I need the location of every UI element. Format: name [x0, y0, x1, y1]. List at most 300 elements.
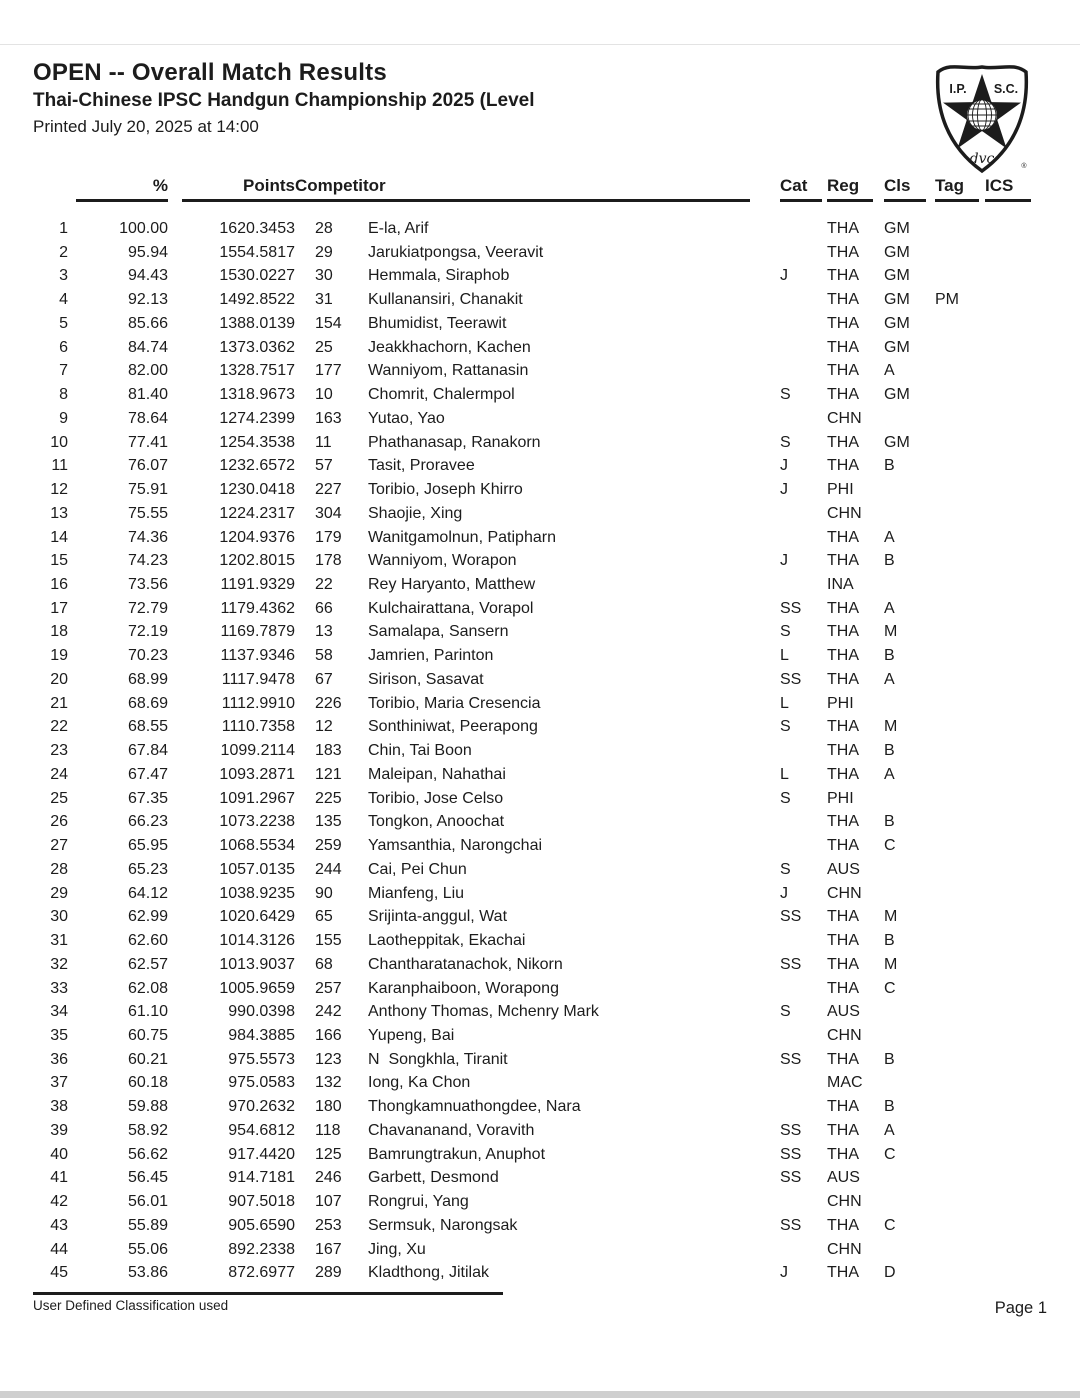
percent-cell: 76.07 [127, 457, 168, 475]
result-row [33, 1024, 1047, 1048]
competitor-name-cell: Iong, Ka Chon [368, 1074, 471, 1092]
tag-cell [935, 882, 985, 906]
tag-cell [935, 739, 985, 763]
region-cell: THA [827, 243, 859, 261]
category-cell: SS [780, 908, 802, 926]
rank-cell: 27 [50, 837, 68, 855]
col-header-ics: ICS [985, 176, 1047, 202]
category-cell: S [780, 623, 791, 641]
points-cell: 1013.9037 [219, 955, 295, 973]
category-cell [780, 336, 827, 360]
ics-cell [985, 573, 1047, 597]
tag-cell [935, 787, 985, 811]
competitor-number-cell: 121 [315, 765, 342, 783]
points-cell: 1005.9659 [219, 979, 295, 997]
competitor-number-cell: 242 [315, 1003, 342, 1021]
competitor-number-cell: 180 [315, 1098, 342, 1116]
competitor-name-cell: Bamrungtrakun, Anuphot [368, 1145, 546, 1163]
result-row [33, 1048, 1047, 1072]
competitor-number-cell: 67 [315, 670, 333, 688]
class-cell: GM [884, 314, 910, 332]
results-body [33, 202, 1047, 1285]
class-cell: D [884, 1264, 896, 1282]
category-cell [780, 217, 827, 241]
ics-cell [985, 502, 1047, 526]
class-cell: GM [884, 220, 910, 237]
result-row [33, 1071, 1047, 1095]
region-cell: THA [827, 599, 859, 617]
points-cell: 1492.8522 [219, 291, 295, 309]
category-cell [780, 1024, 827, 1048]
points-cell: 1137.9346 [220, 647, 295, 665]
tag-cell [935, 1143, 985, 1167]
points-cell: 1073.2238 [219, 813, 295, 831]
competitor-number-cell: 132 [315, 1074, 342, 1092]
tag-cell [935, 1024, 985, 1048]
percent-cell: 100.00 [119, 220, 168, 237]
competitor-name-cell: Sermsuk, Narongsak [368, 1216, 518, 1234]
tag-cell: PM [935, 291, 959, 309]
rank-cell: 19 [50, 647, 68, 665]
tag-cell [935, 1048, 985, 1072]
competitor-name-cell: Hemmala, Siraphob [368, 267, 510, 285]
points-cell: 1388.0139 [219, 314, 295, 332]
tag-cell [935, 241, 985, 265]
result-row [33, 1214, 1047, 1238]
rank-cell: 32 [50, 955, 68, 973]
points-cell: 975.5573 [228, 1050, 295, 1068]
rank-cell: 34 [50, 1003, 68, 1021]
result-row [33, 597, 1047, 621]
rank-cell: 39 [50, 1121, 68, 1139]
region-cell: THA [827, 1050, 859, 1068]
region-cell: THA [827, 291, 859, 309]
ics-cell [985, 715, 1047, 739]
class-cell: M [884, 623, 898, 641]
class-cell: A [884, 528, 895, 546]
competitor-name-cell: Sonthiniwat, Peerapong [368, 718, 538, 736]
percent-cell: 58.92 [127, 1121, 168, 1139]
points-cell: 970.2632 [228, 1098, 295, 1116]
category-cell [780, 359, 827, 383]
result-row [33, 1095, 1047, 1119]
class-cell: B [884, 647, 895, 665]
rank-cell: 10 [50, 433, 68, 451]
result-row [33, 739, 1047, 763]
ics-cell [985, 549, 1047, 573]
tag-cell [935, 502, 985, 526]
rank-cell: 13 [50, 504, 68, 522]
competitor-number-cell: 13 [315, 623, 333, 641]
region-cell: THA [827, 552, 859, 570]
category-cell: L [780, 694, 789, 712]
class-cell [884, 1190, 935, 1214]
percent-cell: 62.57 [127, 955, 168, 973]
tag-cell [935, 1238, 985, 1262]
logo-sc-text: S.C. [993, 82, 1019, 96]
competitor-name-cell: N Songkhla, Tiranit [368, 1050, 508, 1068]
ics-cell [985, 929, 1047, 953]
category-cell [780, 1190, 827, 1214]
rank-cell: 7 [59, 362, 68, 380]
tag-cell [935, 336, 985, 360]
points-cell: 1179.4362 [220, 599, 295, 617]
percent-cell: 82.00 [127, 362, 168, 380]
rank-cell: 18 [50, 623, 68, 641]
result-row [33, 620, 1047, 644]
class-cell: A [884, 1121, 895, 1139]
competitor-number-cell: 166 [315, 1026, 342, 1044]
rank-cell: 5 [59, 314, 68, 332]
percent-cell: 56.45 [127, 1169, 168, 1187]
category-cell: S [780, 386, 791, 404]
region-cell: THA [827, 908, 859, 926]
percent-cell: 72.79 [127, 599, 168, 617]
region-cell: THA [827, 742, 859, 760]
competitor-name-cell: Chomrit, Chalermpol [368, 386, 515, 404]
competitor-name-cell: Samalapa, Sansern [368, 623, 509, 641]
region-cell: THA [827, 457, 859, 475]
region-cell: THA [827, 528, 859, 546]
rank-cell: 12 [50, 481, 68, 499]
competitor-name-cell: Jarukiatpongsa, Veeravit [368, 243, 544, 261]
competitor-number-cell: 12 [315, 718, 333, 736]
tag-cell [935, 905, 985, 929]
ics-cell [985, 810, 1047, 834]
points-cell: 1554.5817 [219, 243, 295, 261]
category-cell: J [780, 457, 788, 475]
region-cell: CHN [827, 504, 862, 522]
competitor-name-cell: Karanphaiboon, Worapong [368, 979, 559, 997]
col-header-reg: Reg [827, 176, 884, 202]
ics-cell [985, 431, 1047, 455]
points-cell: 872.6977 [228, 1264, 295, 1282]
result-row [33, 217, 1047, 241]
category-cell: J [780, 267, 788, 285]
class-cell: B [884, 457, 895, 475]
region-cell: THA [827, 932, 859, 950]
category-cell: SS [780, 599, 802, 617]
ics-cell [985, 1071, 1047, 1095]
col-header-competitor: Competitor [295, 176, 780, 202]
competitor-number-cell: 163 [315, 409, 342, 427]
logo-dvc-text: dvc [969, 151, 995, 167]
tag-cell [935, 715, 985, 739]
result-row [33, 573, 1047, 597]
competitor-number-cell: 30 [315, 267, 333, 285]
rank-cell: 23 [50, 742, 68, 760]
points-cell: 1057.0135 [219, 860, 295, 878]
ics-cell [985, 288, 1047, 312]
points-cell: 1068.5534 [219, 837, 295, 855]
category-cell [780, 573, 827, 597]
class-cell: M [884, 908, 898, 926]
tag-cell [935, 478, 985, 502]
tag-cell [935, 549, 985, 573]
percent-cell: 72.19 [127, 623, 168, 641]
competitor-name-cell: Yutao, Yao [368, 409, 445, 427]
result-row [33, 1261, 1047, 1285]
competitor-number-cell: 155 [315, 932, 342, 950]
competitor-number-cell: 253 [315, 1216, 342, 1234]
points-cell: 954.6812 [228, 1121, 295, 1139]
tag-cell [935, 644, 985, 668]
category-cell: J [780, 1264, 788, 1282]
ics-cell [985, 1048, 1047, 1072]
percent-cell: 60.75 [127, 1026, 168, 1044]
result-row [33, 929, 1047, 953]
tag-cell [935, 573, 985, 597]
rank-cell: 29 [50, 884, 68, 902]
printed-timestamp: Printed July 20, 2025 at 14:00 [33, 117, 259, 136]
region-cell: THA [827, 362, 859, 380]
competitor-number-cell: 28 [315, 220, 333, 237]
points-cell: 917.4420 [228, 1145, 295, 1163]
competitor-name-cell: Wanniyom, Rattanasin [368, 362, 529, 380]
result-row [33, 692, 1047, 716]
tag-cell [935, 763, 985, 787]
col-header-percent: % [68, 176, 168, 202]
col-header-cat: Cat [780, 176, 827, 202]
tag-cell [935, 692, 985, 716]
class-cell [884, 573, 935, 597]
ics-cell [985, 668, 1047, 692]
ics-cell [985, 739, 1047, 763]
percent-cell: 95.94 [127, 243, 168, 261]
competitor-name-cell: Kladthong, Jitilak [368, 1264, 489, 1282]
ics-cell [985, 1095, 1047, 1119]
points-cell: 1038.9235 [219, 884, 295, 902]
page-bottom-edge [0, 1391, 1080, 1398]
percent-cell: 64.12 [127, 884, 168, 902]
ics-cell [985, 1166, 1047, 1190]
ics-cell [985, 787, 1047, 811]
category-cell: J [780, 884, 788, 902]
region-cell: THA [827, 718, 859, 736]
percent-cell: 56.62 [127, 1145, 168, 1163]
category-cell: SS [780, 1145, 802, 1163]
rank-cell: 24 [50, 765, 68, 783]
tag-cell [935, 312, 985, 336]
points-cell: 905.6590 [228, 1216, 295, 1234]
ics-cell [985, 692, 1047, 716]
competitor-name-cell: Phathanasap, Ranakorn [368, 433, 541, 451]
competitor-name-cell: E-la, Arif [368, 220, 429, 237]
percent-cell: 55.89 [127, 1216, 168, 1234]
rank-cell: 42 [50, 1193, 68, 1211]
region-cell: THA [827, 1098, 859, 1116]
class-cell: B [884, 1098, 895, 1116]
competitor-name-cell: Jeakkhachorn, Kachen [368, 338, 531, 356]
result-row [33, 858, 1047, 882]
globe-icon [966, 100, 998, 131]
ics-cell [985, 478, 1047, 502]
category-cell: L [780, 765, 789, 783]
class-cell: GM [884, 243, 910, 261]
competitor-number-cell: 289 [315, 1264, 342, 1282]
region-cell: AUS [827, 860, 860, 878]
competitor-number-cell: 66 [315, 599, 333, 617]
tag-cell [935, 1071, 985, 1095]
percent-cell: 68.55 [127, 718, 168, 736]
tag-cell [935, 834, 985, 858]
ics-cell [985, 1024, 1047, 1048]
result-row [33, 478, 1047, 502]
competitor-name-cell: Wanitgamolnun, Patipharn [368, 528, 556, 546]
competitor-name-cell: Toribio, Joseph Khirro [368, 481, 523, 499]
competitor-number-cell: 11 [315, 433, 332, 451]
category-cell [780, 1238, 827, 1262]
ics-cell [985, 383, 1047, 407]
rank-cell: 21 [50, 694, 68, 712]
competitor-name-cell: Wanniyom, Worapon [368, 552, 517, 570]
competitor-number-cell: 125 [315, 1145, 342, 1163]
points-cell: 975.0583 [228, 1074, 295, 1092]
region-cell: MAC [827, 1074, 863, 1092]
ics-cell [985, 858, 1047, 882]
ics-cell [985, 312, 1047, 336]
class-cell: GM [884, 338, 910, 356]
rank-cell: 38 [50, 1098, 68, 1116]
rank-cell: 25 [50, 789, 68, 807]
percent-cell: 78.64 [127, 409, 168, 427]
competitor-number-cell: 167 [315, 1240, 342, 1258]
class-cell: C [884, 1216, 896, 1234]
tag-cell [935, 1095, 985, 1119]
class-cell [884, 407, 935, 431]
category-cell: SS [780, 1121, 802, 1139]
tag-cell [935, 1000, 985, 1024]
rank-cell: 4 [59, 291, 68, 309]
tag-cell [935, 1119, 985, 1143]
tag-cell [935, 454, 985, 478]
percent-cell: 65.23 [127, 860, 168, 878]
percent-cell: 62.60 [127, 932, 168, 950]
percent-cell: 81.40 [127, 386, 168, 404]
class-cell: GM [884, 433, 910, 451]
result-row [33, 1143, 1047, 1167]
ics-cell [985, 407, 1047, 431]
category-cell [780, 834, 827, 858]
percent-cell: 74.23 [127, 552, 168, 570]
category-cell: S [780, 433, 791, 451]
region-cell: THA [827, 1264, 859, 1282]
percent-cell: 68.69 [127, 694, 168, 712]
ics-cell [985, 1214, 1047, 1238]
rank-cell: 41 [50, 1169, 68, 1187]
region-cell: AUS [827, 1169, 860, 1187]
class-cell: B [884, 932, 895, 950]
category-cell [780, 526, 827, 550]
region-cell: THA [827, 955, 859, 973]
region-cell: CHN [827, 1193, 862, 1211]
rank-cell: 40 [50, 1145, 68, 1163]
region-cell: CHN [827, 409, 862, 427]
category-cell [780, 1071, 827, 1095]
region-cell: THA [827, 765, 859, 783]
tag-cell [935, 1190, 985, 1214]
result-row [33, 1166, 1047, 1190]
logo-ip-text: I.P. [949, 82, 967, 96]
rank-cell: 33 [50, 979, 68, 997]
class-cell [884, 1024, 935, 1048]
class-cell [884, 502, 935, 526]
category-cell: SS [780, 670, 802, 688]
competitor-number-cell: 29 [315, 243, 333, 261]
competitor-number-cell: 244 [315, 860, 342, 878]
region-cell: THA [827, 267, 859, 285]
points-cell: 907.5018 [228, 1193, 295, 1211]
region-cell: THA [827, 1216, 859, 1234]
region-cell: THA [827, 1145, 859, 1163]
region-cell: THA [827, 979, 859, 997]
ics-cell [985, 217, 1047, 241]
percent-cell: 70.23 [127, 647, 168, 665]
category-cell [780, 288, 827, 312]
class-cell [884, 858, 935, 882]
competitor-number-cell: 31 [315, 291, 333, 309]
region-cell: PHI [827, 694, 854, 712]
category-cell: SS [780, 1050, 802, 1068]
category-cell [780, 977, 827, 1001]
points-cell: 1232.6572 [219, 457, 295, 475]
competitor-name-cell: Yupeng, Bai [368, 1026, 455, 1044]
percent-cell: 65.95 [127, 837, 168, 855]
ics-cell [985, 834, 1047, 858]
tag-cell [935, 929, 985, 953]
result-row [33, 526, 1047, 550]
tag-cell [935, 1261, 985, 1285]
tag-cell [935, 407, 985, 431]
competitor-number-cell: 183 [315, 742, 342, 760]
competitor-name-cell: Jamrien, Parinton [368, 647, 494, 665]
percent-cell: 66.23 [127, 813, 168, 831]
tag-cell [935, 217, 985, 241]
category-cell: SS [780, 955, 802, 973]
competitor-number-cell: 154 [315, 314, 342, 332]
competitor-name-cell: Srijinta-anggul, Wat [368, 908, 508, 926]
competitor-name-cell: Chavananand, Voravith [368, 1121, 535, 1139]
ics-cell [985, 763, 1047, 787]
result-row [33, 787, 1047, 811]
category-cell [780, 241, 827, 265]
class-cell [884, 1071, 935, 1095]
class-cell: C [884, 1145, 896, 1163]
ics-cell [985, 336, 1047, 360]
region-cell: THA [827, 670, 859, 688]
region-cell: THA [827, 433, 859, 451]
class-cell [884, 692, 935, 716]
competitor-number-cell: 90 [315, 884, 333, 902]
result-row [33, 264, 1047, 288]
percent-cell: 55.06 [127, 1240, 168, 1258]
percent-cell: 84.74 [127, 338, 168, 356]
competitor-number-cell: 68 [315, 955, 333, 973]
category-cell: SS [780, 1216, 802, 1234]
points-cell: 892.2338 [228, 1240, 295, 1258]
percent-cell: 75.91 [127, 481, 168, 499]
region-cell: THA [827, 647, 859, 665]
points-cell: 1530.0227 [219, 267, 295, 285]
result-row [33, 668, 1047, 692]
ics-cell [985, 882, 1047, 906]
rank-cell: 1 [59, 220, 68, 237]
competitor-number-cell: 226 [315, 694, 342, 712]
competitor-number-cell: 58 [315, 647, 333, 665]
class-cell: A [884, 599, 895, 617]
competitor-number-cell: 65 [315, 908, 333, 926]
ics-cell [985, 1238, 1047, 1262]
